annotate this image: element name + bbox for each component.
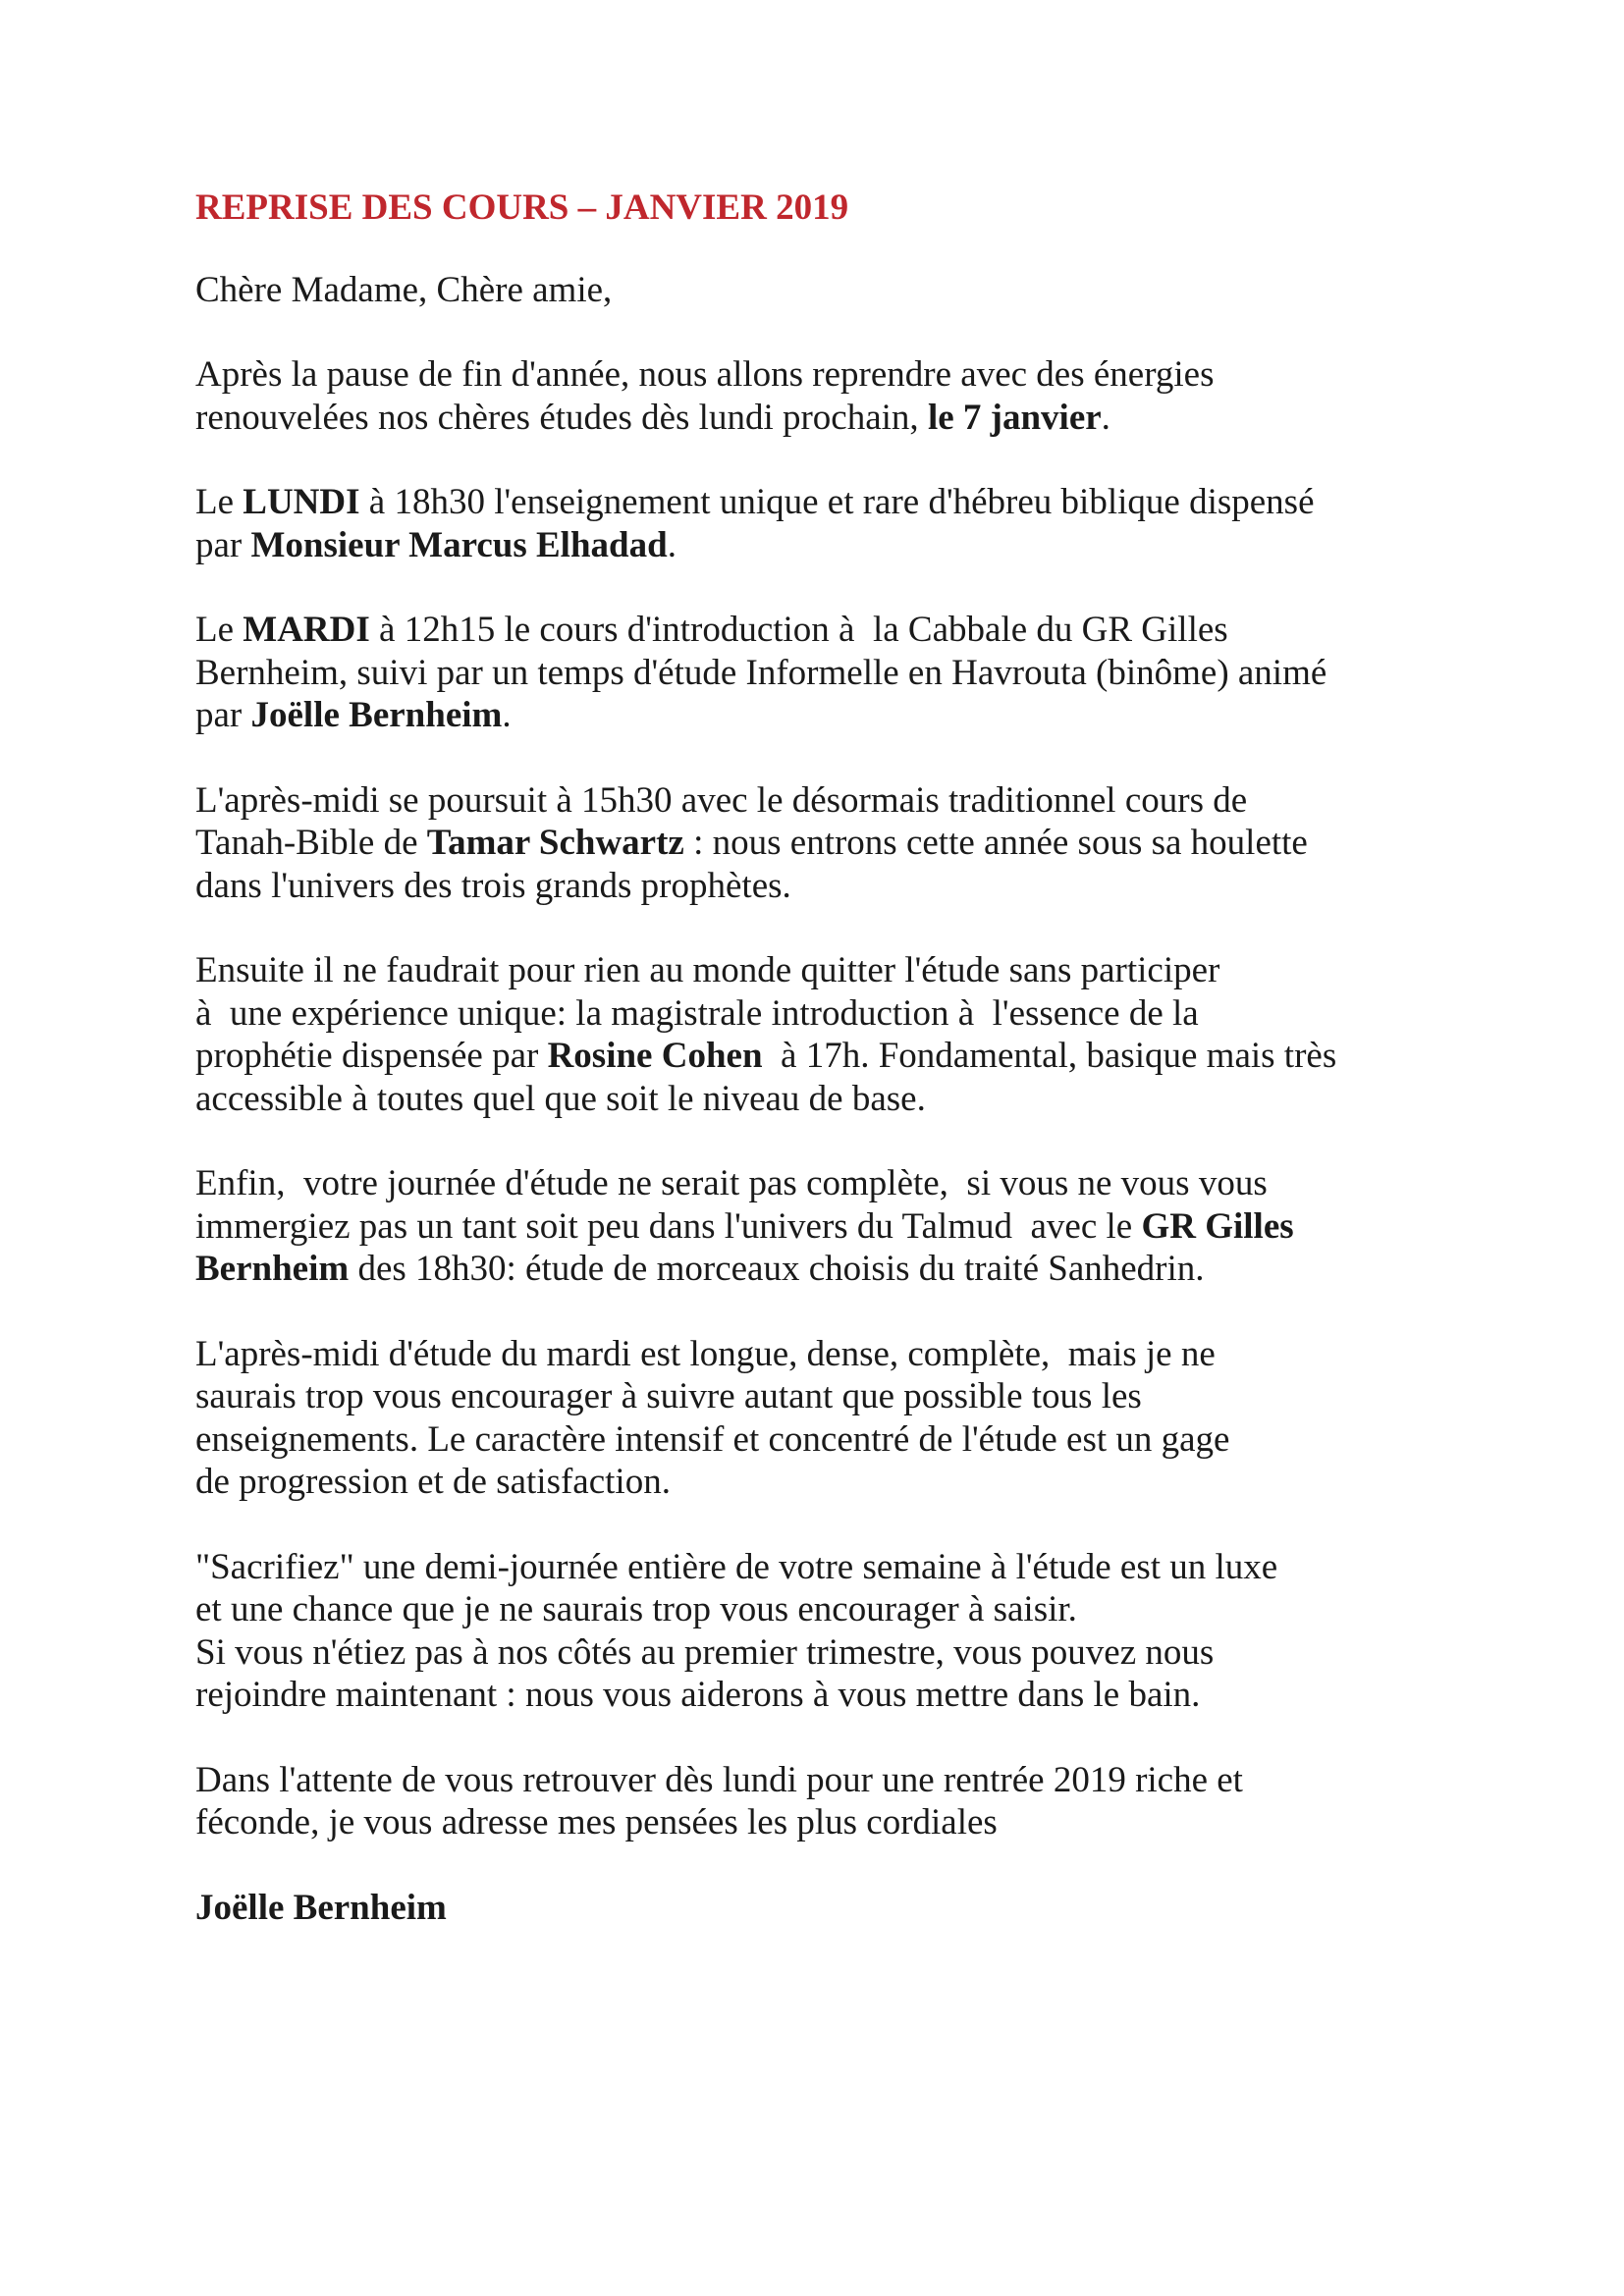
paragraph-line (195, 652, 1433, 695)
text-span: "Sacrifiez" une demi-journée entière de votre semaine à l'étude est un luxe (195, 1546, 1278, 1587)
date-emphasis: le 7 janvier (927, 397, 1102, 438)
paragraph-line (195, 992, 1433, 1036)
paragraph-closing (195, 1759, 1433, 1844)
paragraph-afternoon (195, 779, 1433, 908)
text-span: L'après-midi se poursuit à 15h30 avec le désormais traditionnel cours de (195, 779, 1248, 821)
text-span: . (667, 524, 677, 565)
paragraph-monday (195, 481, 1433, 566)
paragraph-prophecy (195, 949, 1433, 1120)
text-span: de progression et de satisfaction. (195, 1462, 671, 1502)
teacher-name: Bernheim (195, 1249, 350, 1289)
text-span: Dans l'attente de vous retrouver dès lundi pour une rentrée 2019 riche et (195, 1759, 1243, 1800)
teacher-name: Tamar Schwartz (426, 823, 684, 863)
paragraph-line (195, 1162, 1433, 1205)
paragraph-line (195, 822, 1433, 865)
text-span: rejoindre maintenant : nous vous aiderons à vous mettre dans le bain. (195, 1675, 1201, 1715)
paragraph-line (195, 949, 1433, 992)
text-span: par (195, 695, 251, 735)
text-span: des 18h30: étude de morceaux choisis du traité Sanhedrin. (349, 1249, 1205, 1289)
text-span: Après la pause de fin d'année, nous allons reprendre avec des énergies (195, 354, 1215, 395)
paragraph-line (195, 865, 1433, 908)
paragraph-resumption (195, 353, 1433, 439)
text-span: L'après-midi d'étude du mardi est longue, dense, complète, mais je ne (195, 1333, 1216, 1374)
paragraph-line (195, 779, 1433, 823)
text-span: saurais trop vous encourager à suivre autant que possible tous les (195, 1376, 1142, 1416)
paragraph-line (195, 524, 1433, 567)
paragraph-sacrifice (195, 1546, 1433, 1717)
text-span: Bernheim, suivi par un temps d'étude Informelle en Havrouta (binôme) animé (195, 652, 1327, 693)
text-span: Ensuite il ne faudrait pour rien au monde quitter l'étude sans participer (195, 950, 1220, 990)
text-span: par (195, 524, 251, 565)
paragraph-line (195, 1248, 1433, 1291)
signature: Joëlle Bernheim (195, 1887, 447, 1928)
text-span: à 18h30 l'enseignement unique et rare d'hébreu biblique dispensé (359, 482, 1315, 522)
paragraph-line (195, 353, 1433, 397)
paragraph-line (195, 1546, 1433, 1589)
text-span: renouvelées nos chères études dès lundi prochain, (195, 397, 928, 438)
text-span: Le (195, 482, 244, 522)
greeting: Chère Madame, Chère amie, (195, 269, 613, 310)
text-span: prophétie dispensée par (195, 1036, 548, 1076)
paragraph-line (195, 1375, 1433, 1418)
text-span: . (1101, 397, 1110, 438)
text-span: Enfin, votre journée d'étude ne serait pas complète, si vous ne vous vous (195, 1163, 1268, 1203)
text-span: à une expérience unique: la magistrale introduction à l'essence de la (195, 992, 1199, 1034)
teacher-name: Rosine Cohen (547, 1036, 763, 1076)
day-emphasis: LUNDI (243, 482, 360, 522)
paragraph-line (195, 1759, 1433, 1802)
paragraph-line (195, 1674, 1433, 1717)
text-span: Le (195, 610, 244, 650)
teacher-name: Monsieur Marcus Elhadad (250, 524, 668, 565)
text-span: à 12h15 le cours d'introduction à la Cabbale du GR Gilles (369, 610, 1228, 650)
text-span: dans l'univers des trois grands prophètes. (195, 865, 791, 906)
paragraph-line (195, 609, 1433, 652)
document-title: REPRISE DES COURS – JANVIER 2019 (195, 187, 849, 228)
paragraph-line (195, 1801, 1433, 1844)
paragraph-line (195, 1461, 1433, 1504)
paragraph-talmud (195, 1162, 1433, 1291)
paragraph-line (195, 1333, 1433, 1376)
paragraph-line (195, 1418, 1433, 1462)
paragraph-encouragement (195, 1333, 1433, 1504)
paragraph-line (195, 694, 1433, 737)
text-span: et une chance que je ne saurais trop vous encourager à saisir. (195, 1589, 1077, 1629)
text-span: accessible à toutes quel que soit le niveau de base. (195, 1078, 926, 1119)
text-span: immergiez pas un tant soit peu dans l'univers du Talmud avec le (195, 1205, 1142, 1247)
document-body (195, 187, 1433, 1929)
text-span: féconde, je vous adresse mes pensées les plus cordiales (195, 1802, 998, 1842)
text-span: Si vous n'étiez pas à nos côtés au premier trimestre, vous pouvez nous (195, 1631, 1215, 1673)
text-span: Tanah-Bible de (195, 823, 427, 863)
text-span: enseignements. Le caractère intensif et concentré de l'étude est un gage (195, 1418, 1230, 1460)
text-span: à 17h. Fondamental, basique mais très (762, 1036, 1337, 1076)
paragraph-line (195, 1588, 1433, 1631)
paragraph-line (195, 1078, 1433, 1121)
paragraph-line (195, 1631, 1433, 1675)
teacher-name: Joëlle Bernheim (250, 695, 503, 735)
teacher-name: GR Gilles (1141, 1205, 1294, 1247)
paragraph-line (195, 481, 1433, 524)
text-span: : nous entrons cette année sous sa houlette (683, 823, 1308, 863)
paragraph-line (195, 397, 1433, 440)
text-span: . (502, 695, 512, 735)
paragraph-line (195, 1035, 1433, 1078)
paragraph-line (195, 1205, 1433, 1249)
paragraph-tuesday (195, 609, 1433, 737)
day-emphasis: MARDI (243, 610, 370, 650)
